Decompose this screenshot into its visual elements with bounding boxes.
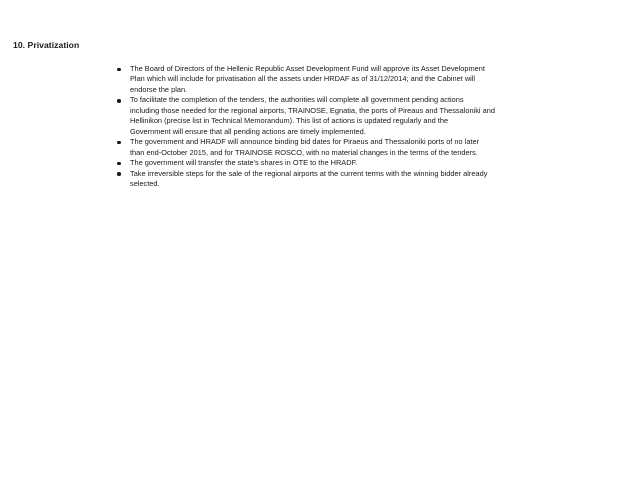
bullet-text-line: including those needed for the regional airports, TRAINOSE, Egnatia, the ports of Pireaus and Thessaloniki and [130, 105, 495, 115]
bullet-text-line: The Board of Directors of the Hellenic Republic Asset Development Fund will approve its Asset Development [130, 64, 485, 73]
bullet-item-2 [117, 95, 557, 137]
bullet-item-3 [117, 137, 557, 158]
bullet-text-line: To facilitate the completion of the tenders, the authorities will complete all government pending actions [130, 95, 464, 105]
bullet-text-line: selected. [130, 178, 160, 188]
bullet-dot-icon [117, 141, 121, 145]
bullet-text-line: endorse the plan. [130, 84, 188, 94]
bullet-text-line: The government and HRADF will announce binding bid dates for Piraeus and Thessaloniki ports of no later [130, 137, 480, 147]
bullet-text-line: The government will transfer the state's shares in OTE to the HRADF. [130, 158, 358, 168]
bullet-text-line: than end-October 2015, and for TRAINOSE ROSCO, with no material changes in the terms of the tenders. [130, 147, 478, 157]
bullet-text-line: Take irreversible steps for the sale of the regional airports at the current terms with the winning bidder already [130, 168, 488, 178]
bullet-dot-icon [117, 162, 121, 166]
bullet-text-line: Hellinikon (precise list in Technical Memorandum). This list of actions is updated regularly and the [130, 116, 449, 126]
bullet-text-line: Plan which will include for privatisation all the assets under HRDAF as of 31/12/2014; and the Cabinet will [130, 74, 476, 84]
bullet-dot-icon [117, 99, 121, 103]
bullet-item-5 [117, 169, 557, 190]
bullet-item-4 [117, 158, 557, 168]
bullet-text-line: Government will ensure that all pending actions are timely implemented. [130, 126, 366, 136]
bullet-item-1 [117, 64, 557, 95]
bullet-dot-icon [117, 172, 121, 176]
bullet-dot-icon [117, 68, 121, 72]
section-title: 10. Privatization [13, 40, 80, 50]
bullet-list [117, 64, 557, 189]
